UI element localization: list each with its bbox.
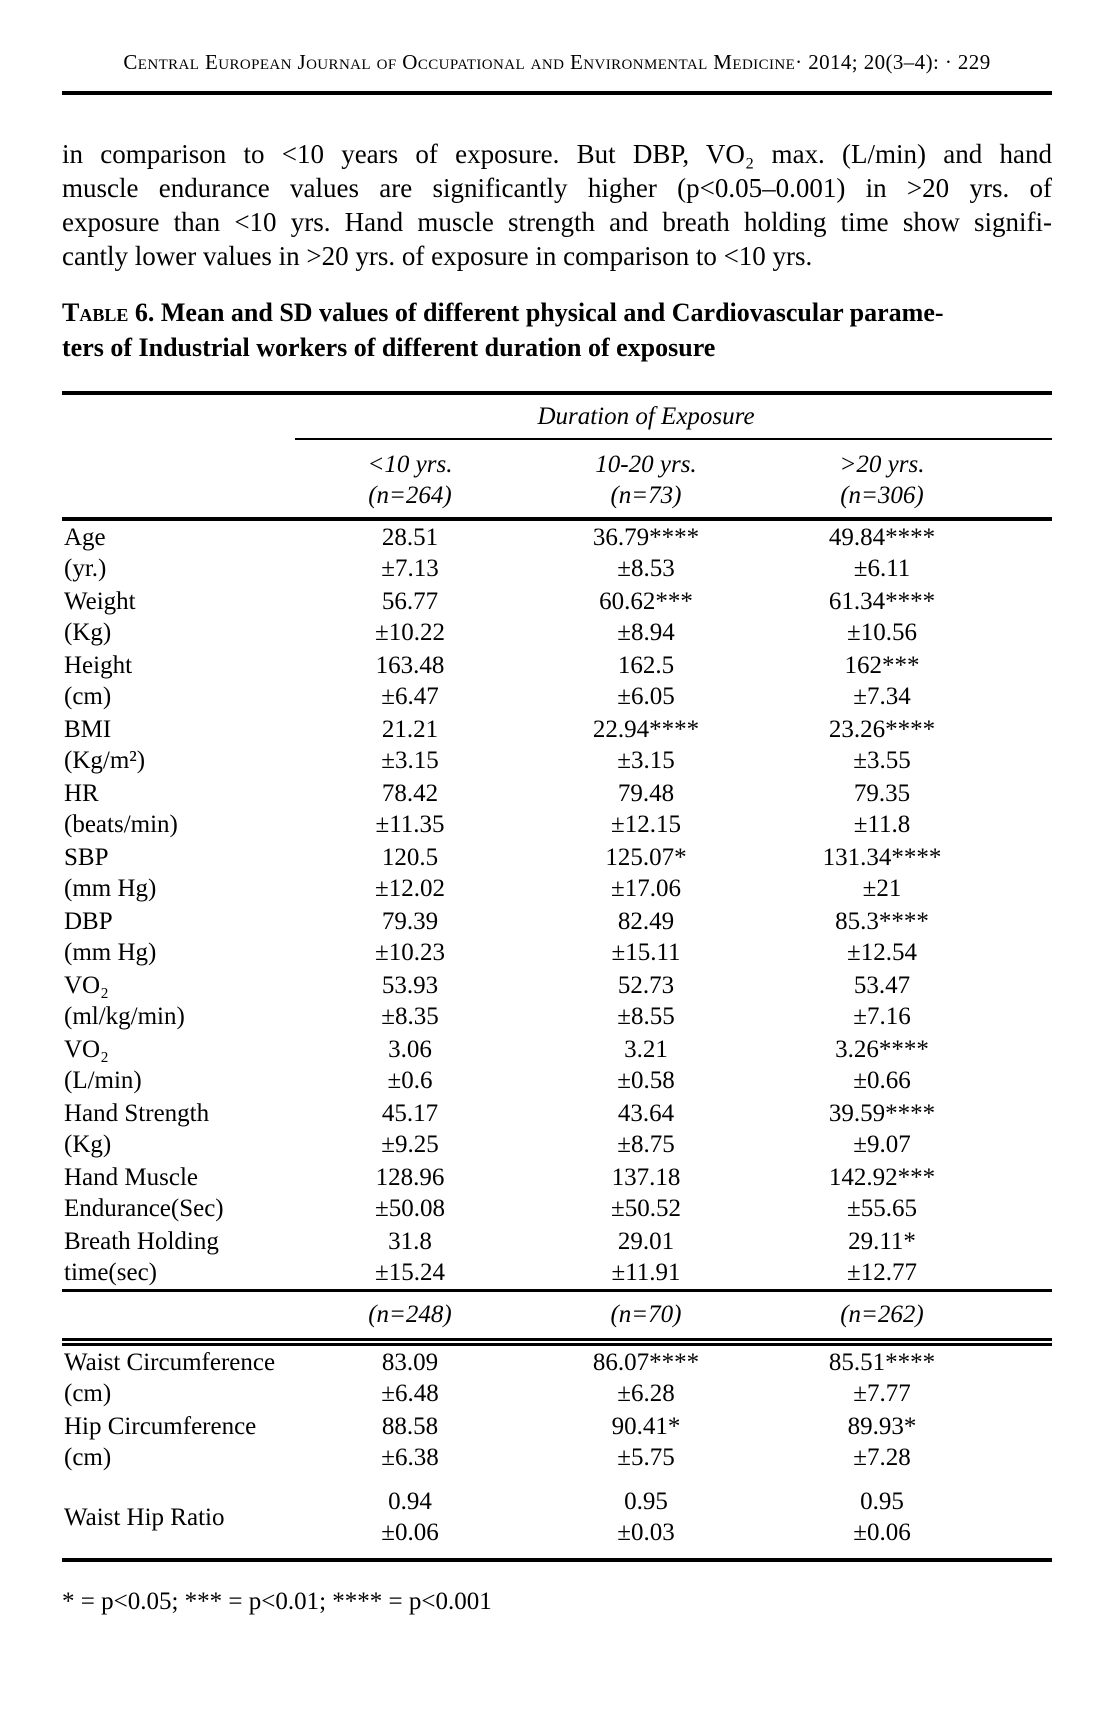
table-row <box>62 521 1052 585</box>
caption-line: ters of Industrial workers of different duration of exposure <box>62 333 716 362</box>
value-cell: 43.64 ±8.75 <box>617 1100 675 1158</box>
value-cell: 82.49 ±15.11 <box>611 908 681 966</box>
intro-paragraph <box>62 137 1052 273</box>
table-row <box>62 841 1052 905</box>
table-row <box>62 713 1052 777</box>
value-cell: 3.21 ±0.58 <box>617 1036 675 1094</box>
value-cell: 86.07**** ±6.28 <box>592 1349 700 1407</box>
page-content <box>62 50 1052 1616</box>
intro-line: exposure than <10 yrs. Hand muscle strength and breath holding time show signifi- <box>62 207 1052 237</box>
value-cell: 0.95 ±0.03 <box>617 1488 675 1546</box>
value-cell: 28.51 ±7.13 <box>381 524 439 582</box>
value-cell: 23.26**** ±3.55 <box>828 716 936 774</box>
param-label: Age (yr.) <box>64 524 107 582</box>
journal-header: Central European Journal of Occupational and Environmental Medicine· 2014; 20(3–4): · 229 <box>123 50 991 74</box>
double-rule <box>62 1338 1052 1346</box>
value-cell: 60.62*** ±8.94 <box>599 588 693 646</box>
value-cell: 31.8 ±15.24 <box>375 1228 445 1286</box>
column-header <box>764 449 1000 511</box>
intro-line: cantly lower values in >20 yrs. of exposure in comparison to <10 yrs. <box>62 241 813 271</box>
value-cell: 39.59**** ±9.07 <box>828 1100 936 1158</box>
value-cell: 142.92*** ±55.65 <box>828 1164 936 1222</box>
param-label: BMI (Kg/m²) <box>64 716 146 774</box>
value-cell: 79.35 ±11.8 <box>853 780 911 838</box>
column-range: >20 yrs. <box>839 451 925 478</box>
column-n: (n=264) <box>368 482 452 509</box>
value-cell: 53.47 ±7.16 <box>853 972 911 1030</box>
table-row <box>62 1225 1052 1289</box>
param-label: HR (beats/min) <box>64 780 178 838</box>
table-row <box>62 777 1052 841</box>
column-header <box>528 449 764 511</box>
value-cell: 22.94**** ±3.15 <box>592 716 700 774</box>
header-rule <box>62 91 1052 95</box>
value-cell: 162*** ±7.34 <box>844 652 920 710</box>
value-cell: 29.11* ±12.77 <box>847 1228 917 1286</box>
param-label: Hip Circumference (cm) <box>64 1413 257 1471</box>
value-cell: 52.73 ±8.55 <box>617 972 675 1030</box>
table-body-section-2 <box>62 1346 1052 1558</box>
sample-size-row <box>62 1292 1052 1338</box>
empty-cell <box>62 1299 292 1330</box>
table-row <box>62 969 1052 1033</box>
value-cell: 131.34**** ±21 <box>822 844 942 902</box>
param-label: DBP (mm Hg) <box>64 908 157 966</box>
value-cell: 21.21 ±3.15 <box>381 716 439 774</box>
intro-line: in comparison to <10 years of exposure. But DBP, VO₂ max. (L/min) and hand <box>62 139 1052 169</box>
empty-header-cell <box>62 449 292 511</box>
param-label: Waist Hip Ratio <box>64 1503 225 1531</box>
caption-text: Mean and SD values of different physical and Cardiovascular parame- <box>154 298 944 327</box>
table-bottom-rule <box>62 1558 1052 1562</box>
param-label: VO₂ (L/min) <box>64 1036 142 1094</box>
value-cell: 3.26**** ±0.66 <box>835 1036 929 1094</box>
value-cell: 0.95 ±0.06 <box>853 1488 911 1546</box>
value-cell: 0.94 ±0.06 <box>381 1488 439 1546</box>
caption-label: Table 6. <box>62 298 155 327</box>
value-cell: 45.17 ±9.25 <box>381 1100 439 1158</box>
value-cell: 3.06 ±0.6 <box>387 1036 433 1094</box>
param-label: SBP (mm Hg) <box>64 844 157 902</box>
value-cell: 78.42 ±11.35 <box>375 780 445 838</box>
data-table <box>62 391 1052 1562</box>
table-row <box>62 1410 1052 1474</box>
value-cell: 85.51**** ±7.77 <box>828 1349 936 1407</box>
table-caption <box>62 295 1052 365</box>
value-cell: 90.41* ±5.75 <box>611 1413 681 1471</box>
table-row <box>62 1346 1052 1410</box>
table-body-section-1 <box>62 521 1052 1289</box>
significance-footnote: * = p<0.05; *** = p<0.01; **** = p<0.001 <box>62 1588 492 1615</box>
column-spanner: Duration of Exposure <box>537 403 755 430</box>
column-n: (n=73) <box>610 482 682 509</box>
table-row <box>62 1097 1052 1161</box>
table-row <box>62 905 1052 969</box>
value-cell: 53.93 ±8.35 <box>381 972 439 1030</box>
column-range: <10 yrs. <box>367 451 453 478</box>
table-row <box>62 585 1052 649</box>
param-label: Hand Muscle Endurance(Sec) <box>64 1164 224 1222</box>
param-label: VO₂ (ml/kg/min) <box>64 972 185 1030</box>
value-cell: 49.84**** ±6.11 <box>828 524 936 582</box>
value-cell: 163.48 ±6.47 <box>375 652 445 710</box>
intro-line: muscle endurance values are significantly higher (p<0.05–0.001) in >20 yrs. of <box>62 173 1052 203</box>
table-row <box>62 1033 1052 1097</box>
param-label: Height (cm) <box>64 652 133 710</box>
value-cell: 83.09 ±6.48 <box>381 1349 439 1407</box>
value-cell: 125.07* ±17.06 <box>605 844 687 902</box>
param-label: Hand Strength (Kg) <box>64 1100 210 1158</box>
param-label: Breath Holding time(sec) <box>64 1228 219 1286</box>
table-row <box>62 649 1052 713</box>
value-cell: 137.18 ±50.52 <box>611 1164 681 1222</box>
sample-size: (n=262) <box>840 1301 924 1328</box>
value-cell: 88.58 ±6.38 <box>381 1413 439 1471</box>
value-cell: 89.93* ±7.28 <box>847 1413 917 1471</box>
value-cell: 79.48 ±12.15 <box>611 780 681 838</box>
value-cell: 36.79**** ±8.53 <box>592 524 700 582</box>
value-cell: 61.34**** ±10.56 <box>828 588 936 646</box>
column-n: (n=306) <box>840 482 924 509</box>
value-cell: 29.01 ±11.91 <box>611 1228 681 1286</box>
column-header-row <box>62 440 1052 517</box>
param-label: Waist Circumference (cm) <box>64 1349 276 1407</box>
column-header <box>292 449 528 511</box>
column-range: 10-20 yrs. <box>595 451 697 478</box>
sample-size: (n=70) <box>610 1301 682 1328</box>
table-row <box>62 1161 1052 1225</box>
value-cell: 162.5 ±6.05 <box>617 652 675 710</box>
value-cell: 128.96 ±50.08 <box>375 1164 445 1222</box>
caption-line <box>62 295 1052 330</box>
value-cell: 56.77 ±10.22 <box>375 588 445 646</box>
table-row <box>62 1474 1052 1558</box>
value-cell: 120.5 ±12.02 <box>375 844 445 902</box>
value-cell: 79.39 ±10.23 <box>375 908 445 966</box>
sample-size: (n=248) <box>368 1301 452 1328</box>
param-label: Weight (Kg) <box>64 588 136 646</box>
value-cell: 85.3**** ±12.54 <box>835 908 929 966</box>
